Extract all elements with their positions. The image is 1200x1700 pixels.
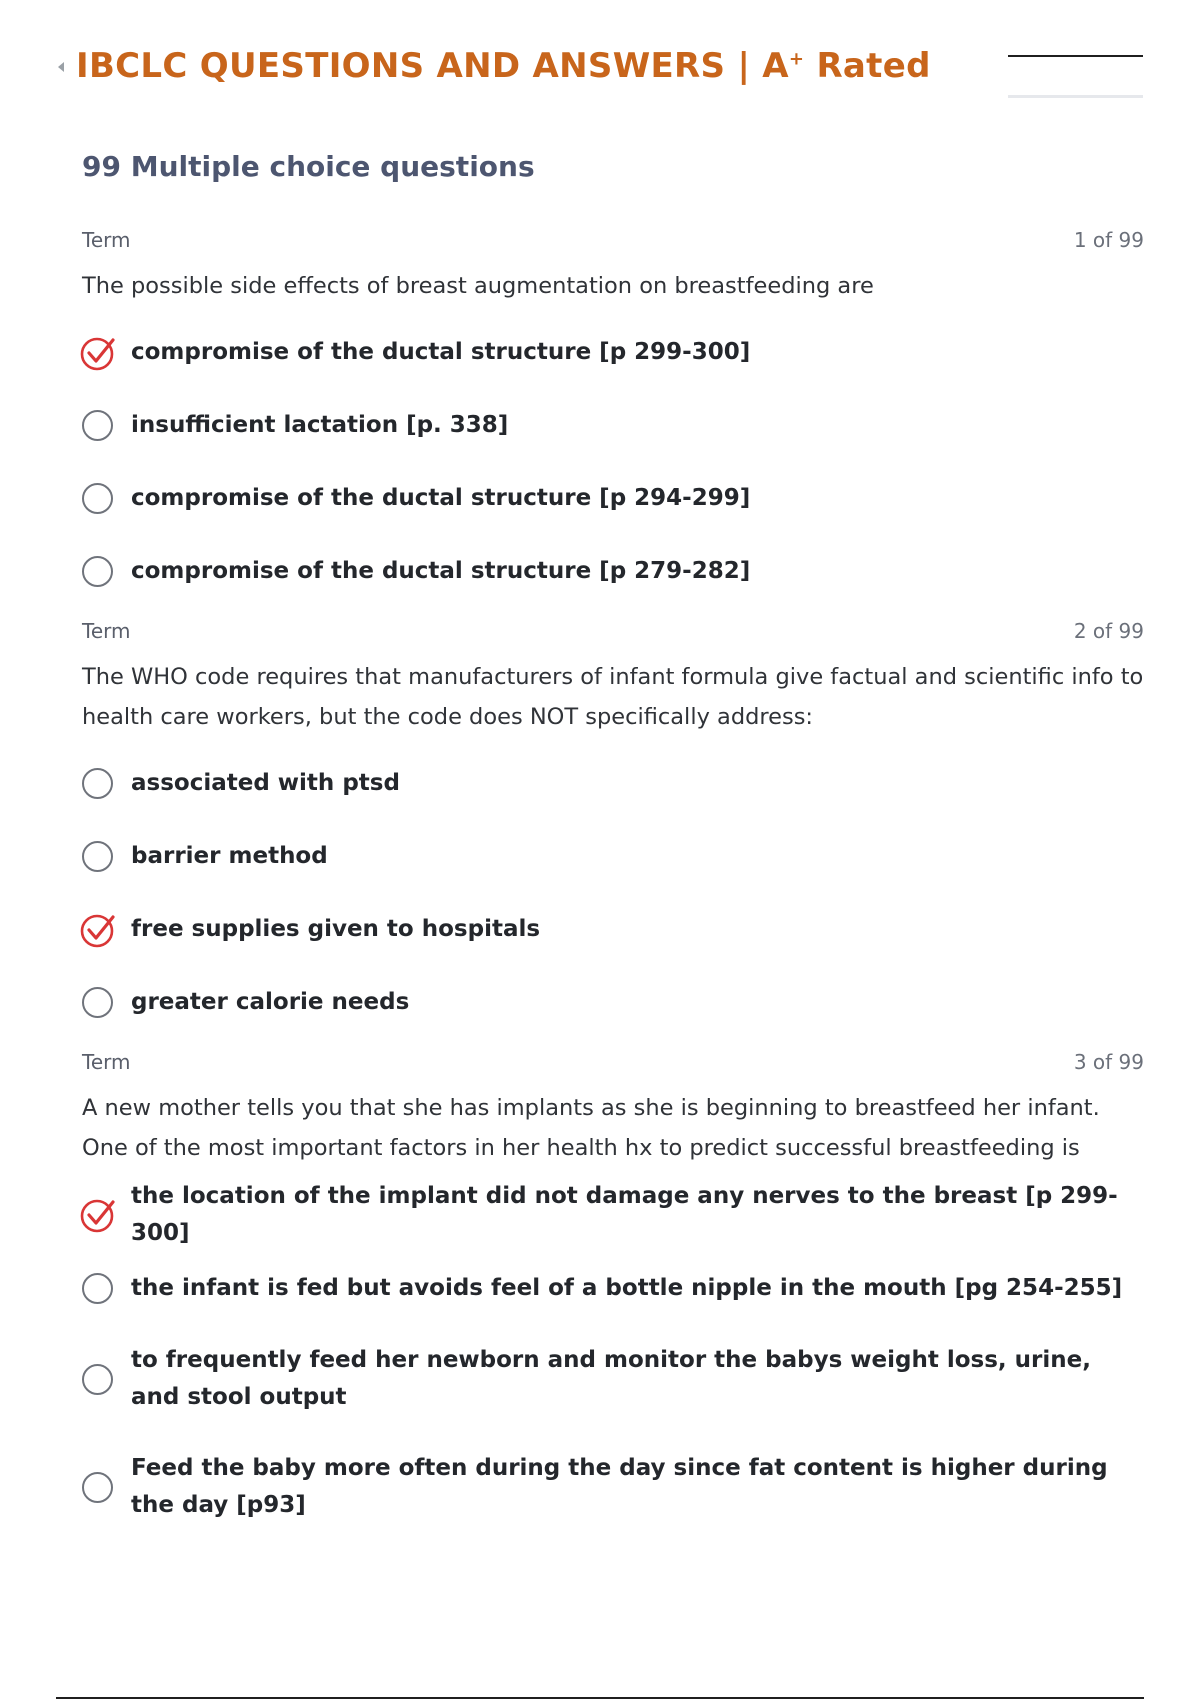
answer-option-label: compromise of the ductal structure [p 294-299] <box>131 485 751 511</box>
header-divider-light <box>1008 95 1143 98</box>
check-circle-icon <box>80 334 118 372</box>
answer-option-label: greater calorie needs <box>131 989 410 1015</box>
header-divider <box>1008 55 1143 57</box>
answer-options <box>82 747 1144 1039</box>
term-label: Term <box>82 619 131 643</box>
term-label: Term <box>82 228 131 252</box>
radio-empty-icon[interactable] <box>82 841 113 872</box>
answer-option-label: the infant is fed but avoids feel of a bottle nipple in the mouth [pg 254-255] <box>131 1275 1123 1301</box>
answer-option[interactable] <box>82 462 1144 535</box>
question-counter: 3 of 99 <box>1073 1050 1144 1074</box>
set-heading: 99 Multiple choice questions <box>82 150 535 183</box>
document-title-tail: Rated <box>804 46 931 86</box>
answer-option-label: to frequently feed her newborn and monitor the babys weight loss, urine, and stool output <box>131 1347 1091 1410</box>
document-title <box>76 46 931 86</box>
answer-option[interactable] <box>82 747 1144 820</box>
radio-empty-icon[interactable] <box>82 1364 113 1395</box>
answer-option[interactable] <box>82 389 1144 462</box>
radio-empty-icon[interactable] <box>82 483 113 514</box>
answer-option[interactable] <box>82 1433 1144 1541</box>
question-prompt: The possible side effects of breast augmentation on breastfeeding are <box>82 273 874 299</box>
answer-option-label: barrier method <box>131 843 328 869</box>
answer-option-label: free supplies given to hospitals <box>131 916 541 942</box>
check-circle-icon <box>80 911 118 949</box>
question-card-2 <box>82 619 1144 1039</box>
answer-options <box>82 316 1144 608</box>
radio-empty-icon[interactable] <box>82 1273 113 1304</box>
radio-empty-icon[interactable] <box>82 1472 113 1503</box>
answer-option[interactable] <box>82 1252 1144 1325</box>
radio-empty-icon[interactable] <box>82 768 113 799</box>
question-prompt: The WHO code requires that manufacturers of infant formula give factual and scientific info to health care workers, but the code does NOT specifically address: <box>82 664 1144 730</box>
question-counter: 2 of 99 <box>1073 619 1144 643</box>
answer-option-label: Feed the baby more often during the day since fat content is higher during the day [p93] <box>131 1455 1108 1518</box>
answer-option-label: insufficient lactation [p. 338] <box>131 412 509 438</box>
question-prompt: A new mother tells you that she has implants as she is beginning to breastfeed her infant. One of the most important factors in her health hx to predict successful breastfeeding is <box>82 1095 1100 1161</box>
answer-option-label: the location of the implant did not damage any nerves to the breast [p 299-300] <box>131 1183 1118 1246</box>
document-title-superscript: + <box>788 48 805 70</box>
answer-option[interactable] <box>82 1325 1144 1433</box>
answer-option[interactable] <box>82 893 1144 966</box>
radio-empty-icon[interactable] <box>82 556 113 587</box>
answer-option[interactable] <box>82 316 1144 389</box>
answer-option-label: compromise of the ductal structure [p 279-282] <box>131 558 751 584</box>
question-card-3 <box>82 1050 1144 1541</box>
answer-option-label: associated with ptsd <box>131 770 400 796</box>
question-card-1 <box>82 228 1144 608</box>
answer-option[interactable] <box>82 820 1144 893</box>
term-label: Term <box>82 1050 131 1074</box>
document-header <box>0 40 1200 100</box>
question-counter: 1 of 99 <box>1073 228 1144 252</box>
answer-option[interactable] <box>82 1178 1144 1252</box>
document-title-main: IBCLC QUESTIONS AND ANSWERS | A <box>76 46 789 86</box>
answer-option-label: compromise of the ductal structure [p 299-300] <box>131 339 751 365</box>
answer-option[interactable] <box>82 535 1144 608</box>
radio-empty-icon[interactable] <box>82 987 113 1018</box>
check-circle-icon <box>80 1196 118 1234</box>
answer-option[interactable] <box>82 966 1144 1039</box>
footer-divider <box>56 1697 1144 1699</box>
radio-empty-icon[interactable] <box>82 410 113 441</box>
answer-options <box>82 1178 1144 1541</box>
caret-left-icon <box>58 62 64 72</box>
